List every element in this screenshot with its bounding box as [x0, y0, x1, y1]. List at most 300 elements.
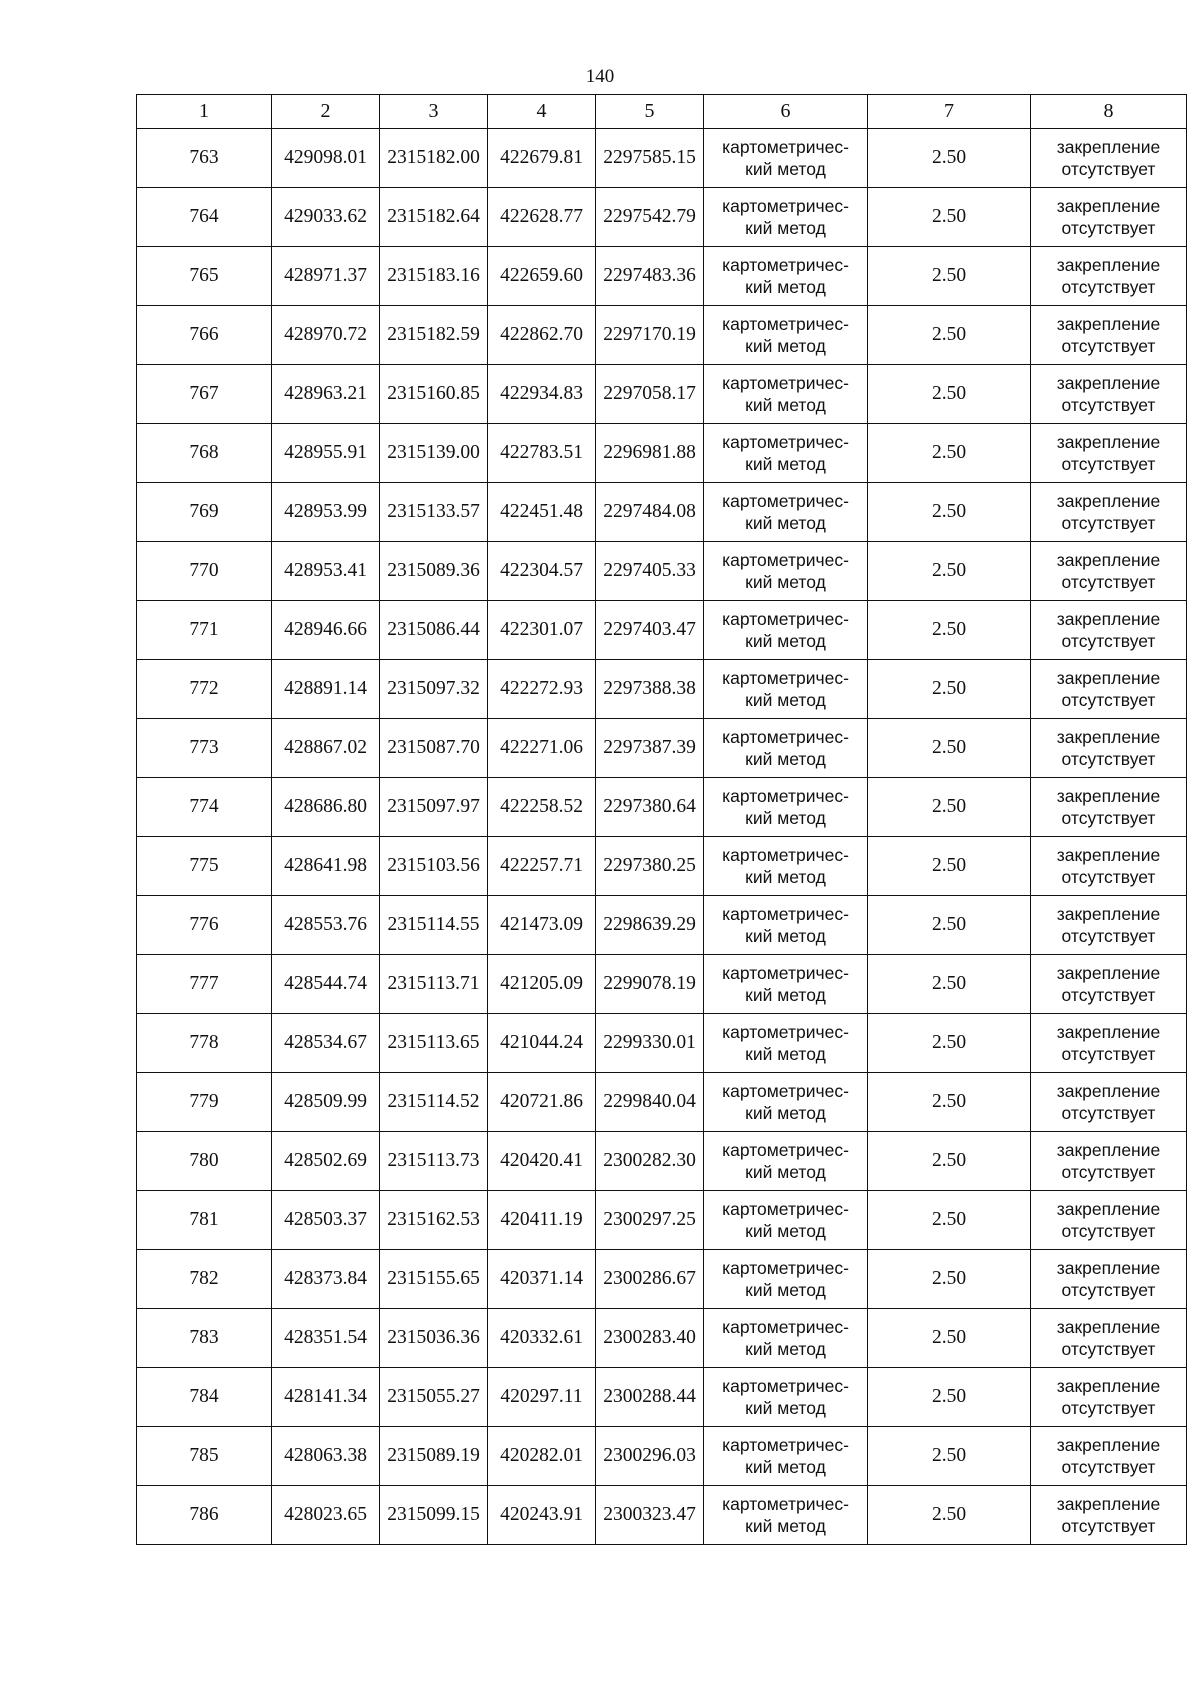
table-row [137, 188, 1187, 247]
coordinate-cell: 428946.66 [272, 601, 380, 660]
method-cell [704, 247, 868, 306]
point-number-cell: 775 [137, 837, 272, 896]
page-number: 140 [585, 66, 615, 87]
coordinate-cell: 421205.09 [488, 955, 596, 1014]
fixation-line: закрепление [1056, 1435, 1161, 1455]
table-row [137, 424, 1187, 483]
point-number-cell: 781 [137, 1191, 272, 1250]
fixation-line: закрепление [1056, 1140, 1161, 1160]
fixation-line: закрепление [1056, 314, 1161, 334]
coordinate-cell: 2315162.53 [380, 1191, 488, 1250]
method-line: кий метод [745, 690, 826, 710]
fixation-line: отсутствует [1061, 336, 1156, 356]
coordinate-cell: 428971.37 [272, 247, 380, 306]
coordinate-cell: 2315097.97 [380, 778, 488, 837]
table-row [137, 1191, 1187, 1250]
method-cell [704, 365, 868, 424]
coordinate-cell: 422862.70 [488, 306, 596, 365]
accuracy-cell: 2.50 [868, 129, 1031, 188]
accuracy-cell: 2.50 [868, 1014, 1031, 1073]
method-line: картометричес- [722, 491, 849, 511]
coordinate-cell: 2300296.03 [596, 1427, 704, 1486]
coordinate-cell: 429033.62 [272, 188, 380, 247]
coordinate-cell: 428373.84 [272, 1250, 380, 1309]
fixation-cell [1031, 542, 1187, 601]
table-row [137, 1427, 1187, 1486]
fixation-cell [1031, 424, 1187, 483]
method-cell [704, 1486, 868, 1545]
method-line: кий метод [745, 1516, 826, 1536]
accuracy-cell: 2.50 [868, 1309, 1031, 1368]
accuracy-cell: 2.50 [868, 1191, 1031, 1250]
coordinate-cell: 422679.81 [488, 129, 596, 188]
table-row [137, 306, 1187, 365]
fixation-line: закрепление [1056, 668, 1161, 688]
method-cell [704, 424, 868, 483]
fixation-line: закрепление [1056, 727, 1161, 747]
method-line: картометричес- [722, 196, 849, 216]
method-cell [704, 1427, 868, 1486]
fixation-line: отсутствует [1061, 1221, 1156, 1241]
method-cell [704, 1309, 868, 1368]
coordinate-cell: 2300297.25 [596, 1191, 704, 1250]
point-number-cell: 777 [137, 955, 272, 1014]
point-number-cell: 776 [137, 896, 272, 955]
column-header: 3 [380, 95, 488, 129]
coordinate-cell: 2299078.19 [596, 955, 704, 1014]
accuracy-cell: 2.50 [868, 247, 1031, 306]
method-line: кий метод [745, 336, 826, 356]
accuracy-cell: 2.50 [868, 188, 1031, 247]
coordinate-cell: 428955.91 [272, 424, 380, 483]
method-line: картометричес- [722, 550, 849, 570]
fixation-line: отсутствует [1061, 218, 1156, 238]
method-line: картометричес- [722, 137, 849, 157]
table-row [137, 365, 1187, 424]
point-number-cell: 779 [137, 1073, 272, 1132]
fixation-cell [1031, 1191, 1187, 1250]
method-cell [704, 955, 868, 1014]
point-number-cell: 771 [137, 601, 272, 660]
method-line: картометричес- [722, 1022, 849, 1042]
accuracy-cell: 2.50 [868, 719, 1031, 778]
fixation-line: закрепление [1056, 786, 1161, 806]
coordinate-cell: 2315182.00 [380, 129, 488, 188]
coordinate-cell: 2297585.15 [596, 129, 704, 188]
coordinate-cell: 2315114.52 [380, 1073, 488, 1132]
coordinate-cell: 428686.80 [272, 778, 380, 837]
accuracy-cell: 2.50 [868, 955, 1031, 1014]
column-header: 5 [596, 95, 704, 129]
method-line: кий метод [745, 1162, 826, 1182]
fixation-cell [1031, 601, 1187, 660]
table-row [137, 1250, 1187, 1309]
method-line: кий метод [745, 1103, 826, 1123]
coordinate-cell: 2297483.36 [596, 247, 704, 306]
method-line: картометричес- [722, 1258, 849, 1278]
method-line: картометричес- [722, 255, 849, 275]
coordinate-cell: 428953.99 [272, 483, 380, 542]
coordinate-cell: 428351.54 [272, 1309, 380, 1368]
fixation-cell [1031, 1014, 1187, 1073]
fixation-line: закрепление [1056, 963, 1161, 983]
coordinate-cell: 428953.41 [272, 542, 380, 601]
fixation-line: отсутствует [1061, 1162, 1156, 1182]
coordinate-cell: 420371.14 [488, 1250, 596, 1309]
accuracy-cell: 2.50 [868, 306, 1031, 365]
coordinate-cell: 429098.01 [272, 129, 380, 188]
coordinate-cell: 428503.37 [272, 1191, 380, 1250]
coordinate-cell: 422934.83 [488, 365, 596, 424]
fixation-line: закрепление [1056, 904, 1161, 924]
coordinate-cell: 428963.21 [272, 365, 380, 424]
fixation-line: закрепление [1056, 491, 1161, 511]
column-header: 7 [868, 95, 1031, 129]
method-cell [704, 1368, 868, 1427]
coordinate-cell: 2299330.01 [596, 1014, 704, 1073]
method-cell [704, 778, 868, 837]
coordinate-cell: 422257.71 [488, 837, 596, 896]
coordinate-cell: 2315139.00 [380, 424, 488, 483]
coordinate-cell: 2297387.39 [596, 719, 704, 778]
accuracy-cell: 2.50 [868, 483, 1031, 542]
coordinate-cell: 2297380.25 [596, 837, 704, 896]
table-row [137, 129, 1187, 188]
coordinate-cell: 428544.74 [272, 955, 380, 1014]
point-number-cell: 774 [137, 778, 272, 837]
coordinate-cell: 420420.41 [488, 1132, 596, 1191]
coordinate-cell: 2315182.64 [380, 188, 488, 247]
fixation-cell [1031, 129, 1187, 188]
fixation-line: закрепление [1056, 1258, 1161, 1278]
fixation-line: отсутствует [1061, 513, 1156, 533]
fixation-cell [1031, 778, 1187, 837]
coordinate-cell: 2315089.19 [380, 1427, 488, 1486]
coordinate-cell: 2315155.65 [380, 1250, 488, 1309]
accuracy-cell: 2.50 [868, 1250, 1031, 1309]
fixation-line: отсутствует [1061, 454, 1156, 474]
table-row [137, 778, 1187, 837]
fixation-line: отсутствует [1061, 1103, 1156, 1123]
method-line: картометричес- [722, 1376, 849, 1396]
coordinate-cell: 2298639.29 [596, 896, 704, 955]
fixation-cell [1031, 896, 1187, 955]
table-row [137, 1486, 1187, 1545]
method-cell [704, 719, 868, 778]
coordinate-cell: 428509.99 [272, 1073, 380, 1132]
coordinate-cell: 420721.86 [488, 1073, 596, 1132]
column-header: 6 [704, 95, 868, 129]
method-line: картометричес- [722, 904, 849, 924]
point-number-cell: 778 [137, 1014, 272, 1073]
method-line: кий метод [745, 749, 826, 769]
table-row [137, 483, 1187, 542]
fixation-line: закрепление [1056, 432, 1161, 452]
fixation-line: отсутствует [1061, 1457, 1156, 1477]
fixation-cell [1031, 719, 1187, 778]
method-cell [704, 601, 868, 660]
method-line: картометричес- [722, 314, 849, 334]
coordinate-cell: 2297058.17 [596, 365, 704, 424]
point-number-cell: 764 [137, 188, 272, 247]
fixation-line: отсутствует [1061, 631, 1156, 651]
column-header: 4 [488, 95, 596, 129]
coordinate-cell: 2315103.56 [380, 837, 488, 896]
point-number-cell: 773 [137, 719, 272, 778]
coordinate-cell: 2300323.47 [596, 1486, 704, 1545]
point-number-cell: 768 [137, 424, 272, 483]
coordinate-cell: 428063.38 [272, 1427, 380, 1486]
point-number-cell: 786 [137, 1486, 272, 1545]
method-line: кий метод [745, 808, 826, 828]
fixation-cell [1031, 247, 1187, 306]
column-header: 1 [137, 95, 272, 129]
accuracy-cell: 2.50 [868, 1073, 1031, 1132]
accuracy-cell: 2.50 [868, 365, 1031, 424]
method-cell [704, 1191, 868, 1250]
method-cell [704, 542, 868, 601]
method-cell [704, 660, 868, 719]
fixation-cell [1031, 188, 1187, 247]
point-number-cell: 769 [137, 483, 272, 542]
method-line: картометричес- [722, 1199, 849, 1219]
coordinate-cell: 2315097.32 [380, 660, 488, 719]
coordinate-cell: 2297380.64 [596, 778, 704, 837]
coordinate-cell: 2297170.19 [596, 306, 704, 365]
fixation-line: закрепление [1056, 1022, 1161, 1042]
coordinate-cell: 428553.76 [272, 896, 380, 955]
coordinate-cell: 2315055.27 [380, 1368, 488, 1427]
coordinate-cell: 2299840.04 [596, 1073, 704, 1132]
coordinate-cell: 2300282.30 [596, 1132, 704, 1191]
method-line: картометричес- [722, 786, 849, 806]
method-line: картометричес- [722, 373, 849, 393]
fixation-cell [1031, 1427, 1187, 1486]
method-line: картометричес- [722, 1140, 849, 1160]
fixation-line: закрепление [1056, 255, 1161, 275]
coordinate-cell: 2296981.88 [596, 424, 704, 483]
coordinate-cell: 2315160.85 [380, 365, 488, 424]
coordinate-cell: 420282.01 [488, 1427, 596, 1486]
point-number-cell: 780 [137, 1132, 272, 1191]
coordinate-cell: 2297403.47 [596, 601, 704, 660]
point-number-cell: 785 [137, 1427, 272, 1486]
method-cell [704, 837, 868, 896]
fixation-line: закрепление [1056, 137, 1161, 157]
coordinate-cell: 2315183.16 [380, 247, 488, 306]
method-line: кий метод [745, 218, 826, 238]
coordinate-cell: 422272.93 [488, 660, 596, 719]
method-cell [704, 188, 868, 247]
method-line: картометричес- [722, 1081, 849, 1101]
coordinate-cell: 422628.77 [488, 188, 596, 247]
method-line: кий метод [745, 572, 826, 592]
fixation-cell [1031, 1132, 1187, 1191]
method-line: кий метод [745, 1221, 826, 1241]
method-line: кий метод [745, 631, 826, 651]
table-row [137, 719, 1187, 778]
coordinate-cell: 421044.24 [488, 1014, 596, 1073]
method-line: картометричес- [722, 1317, 849, 1337]
fixation-cell [1031, 660, 1187, 719]
fixation-line: отсутствует [1061, 572, 1156, 592]
coordinate-cell: 421473.09 [488, 896, 596, 955]
table-row [137, 1073, 1187, 1132]
coordinate-cell: 420411.19 [488, 1191, 596, 1250]
point-number-cell: 770 [137, 542, 272, 601]
point-number-cell: 783 [137, 1309, 272, 1368]
fixation-line: отсутствует [1061, 867, 1156, 887]
method-line: кий метод [745, 985, 826, 1005]
method-cell [704, 1014, 868, 1073]
coordinate-cell: 2315113.65 [380, 1014, 488, 1073]
point-number-cell: 782 [137, 1250, 272, 1309]
coordinate-cell: 422271.06 [488, 719, 596, 778]
fixation-cell [1031, 1368, 1187, 1427]
method-line: картометричес- [722, 609, 849, 629]
fixation-line: отсутствует [1061, 395, 1156, 415]
coordinate-cell: 2297542.79 [596, 188, 704, 247]
fixation-cell [1031, 1073, 1187, 1132]
table-row [137, 247, 1187, 306]
method-line: картометричес- [722, 668, 849, 688]
point-number-cell: 772 [137, 660, 272, 719]
coordinate-cell: 2297388.38 [596, 660, 704, 719]
method-line: кий метод [745, 395, 826, 415]
method-line: картометричес- [722, 727, 849, 747]
coordinate-cell: 2315114.55 [380, 896, 488, 955]
table-row [137, 1309, 1187, 1368]
header-row [137, 95, 1187, 129]
fixation-cell [1031, 1486, 1187, 1545]
method-line: картометричес- [722, 1435, 849, 1455]
fixation-line: закрепление [1056, 1376, 1161, 1396]
fixation-line: отсутствует [1061, 1516, 1156, 1536]
table-row [137, 896, 1187, 955]
coordinate-cell: 422451.48 [488, 483, 596, 542]
method-line: кий метод [745, 1044, 826, 1064]
coordinate-cell: 428534.67 [272, 1014, 380, 1073]
coordinate-cell: 2300283.40 [596, 1309, 704, 1368]
coordinate-cell: 2300286.67 [596, 1250, 704, 1309]
method-cell [704, 306, 868, 365]
fixation-cell [1031, 365, 1187, 424]
method-line: кий метод [745, 159, 826, 179]
fixation-line: закрепление [1056, 550, 1161, 570]
coordinate-cell: 422783.51 [488, 424, 596, 483]
accuracy-cell: 2.50 [868, 1486, 1031, 1545]
accuracy-cell: 2.50 [868, 424, 1031, 483]
fixation-line: отсутствует [1061, 808, 1156, 828]
fixation-line: закрепление [1056, 845, 1161, 865]
fixation-line: отсутствует [1061, 926, 1156, 946]
coordinate-cell: 428141.34 [272, 1368, 380, 1427]
coordinate-cell: 2315133.57 [380, 483, 488, 542]
coordinate-cell: 2315113.71 [380, 955, 488, 1014]
coordinate-cell: 428023.65 [272, 1486, 380, 1545]
method-cell [704, 1073, 868, 1132]
table-row [137, 542, 1187, 601]
accuracy-cell: 2.50 [868, 601, 1031, 660]
coordinate-cell: 2300288.44 [596, 1368, 704, 1427]
coordinate-cell: 2315086.44 [380, 601, 488, 660]
fixation-line: отсутствует [1061, 985, 1156, 1005]
method-line: кий метод [745, 867, 826, 887]
column-header: 8 [1031, 95, 1187, 129]
fixation-line: отсутствует [1061, 1044, 1156, 1064]
coordinate-cell: 422659.60 [488, 247, 596, 306]
point-number-cell: 765 [137, 247, 272, 306]
coordinate-cell: 2297484.08 [596, 483, 704, 542]
fixation-line: отсутствует [1061, 1280, 1156, 1300]
accuracy-cell: 2.50 [868, 660, 1031, 719]
table-row [137, 1368, 1187, 1427]
method-line: картометричес- [722, 845, 849, 865]
method-line: картометричес- [722, 432, 849, 452]
table-row [137, 660, 1187, 719]
method-cell [704, 483, 868, 542]
fixation-line: отсутствует [1061, 690, 1156, 710]
table-row [137, 837, 1187, 896]
method-cell [704, 896, 868, 955]
coordinate-cell: 2315182.59 [380, 306, 488, 365]
method-cell [704, 129, 868, 188]
fixation-cell [1031, 955, 1187, 1014]
table-row [137, 955, 1187, 1014]
coordinate-cell: 2315036.36 [380, 1309, 488, 1368]
coordinate-cell: 420243.91 [488, 1486, 596, 1545]
table-body [137, 129, 1187, 1545]
point-number-cell: 766 [137, 306, 272, 365]
coordinate-cell: 422301.07 [488, 601, 596, 660]
coordinate-cell: 420332.61 [488, 1309, 596, 1368]
fixation-line: отсутствует [1061, 1398, 1156, 1418]
fixation-line: закрепление [1056, 1081, 1161, 1101]
fixation-cell [1031, 306, 1187, 365]
coordinate-cell: 428641.98 [272, 837, 380, 896]
coordinate-cell: 2315089.36 [380, 542, 488, 601]
fixation-line: закрепление [1056, 1317, 1161, 1337]
fixation-cell [1031, 483, 1187, 542]
coordinate-cell: 420297.11 [488, 1368, 596, 1427]
fixation-line: закрепление [1056, 196, 1161, 216]
method-line: кий метод [745, 277, 826, 297]
coordinate-cell: 428867.02 [272, 719, 380, 778]
coordinate-cell: 428970.72 [272, 306, 380, 365]
method-line: кий метод [745, 513, 826, 533]
fixation-line: отсутствует [1061, 1339, 1156, 1359]
fixation-line: закрепление [1056, 1494, 1161, 1514]
method-line: кий метод [745, 454, 826, 474]
coordinate-cell: 422258.52 [488, 778, 596, 837]
coordinate-cell: 2315113.73 [380, 1132, 488, 1191]
fixation-line: закрепление [1056, 609, 1161, 629]
coordinates-table [136, 94, 1187, 1545]
table-row [137, 1132, 1187, 1191]
point-number-cell: 767 [137, 365, 272, 424]
fixation-cell [1031, 1309, 1187, 1368]
table-row [137, 1014, 1187, 1073]
method-cell [704, 1132, 868, 1191]
method-line: кий метод [745, 1398, 826, 1418]
method-line: кий метод [745, 1280, 826, 1300]
coordinate-cell: 2315087.70 [380, 719, 488, 778]
accuracy-cell: 2.50 [868, 1132, 1031, 1191]
accuracy-cell: 2.50 [868, 542, 1031, 601]
fixation-line: отсутствует [1061, 277, 1156, 297]
fixation-line: отсутствует [1061, 159, 1156, 179]
point-number-cell: 784 [137, 1368, 272, 1427]
